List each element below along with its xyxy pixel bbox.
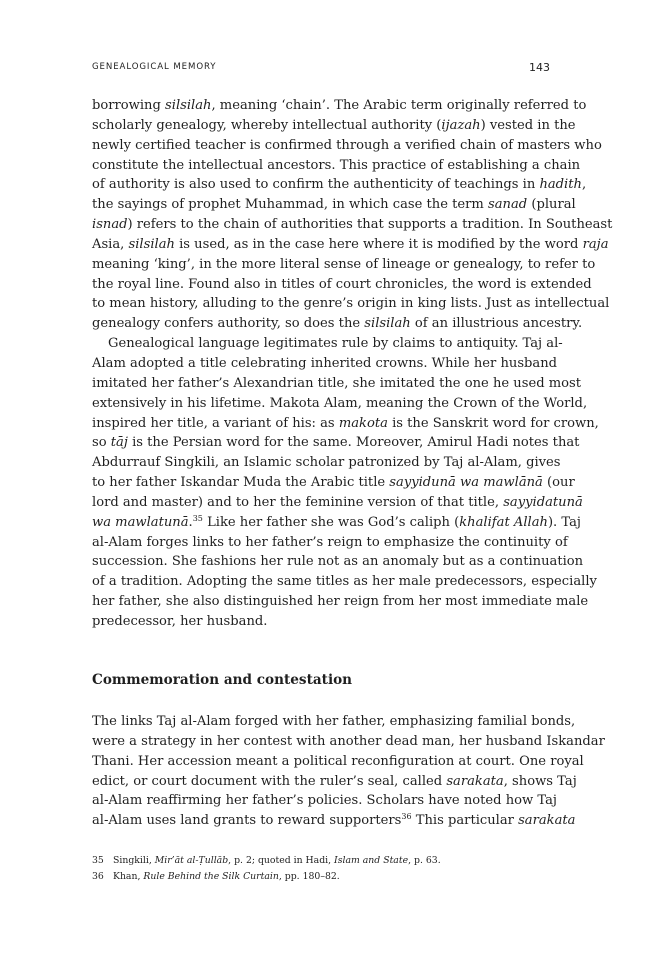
italic-term: sanad [488, 197, 528, 213]
text-line: Genealogical language legitimates rule by claims to antiquity. Taj al- [108, 336, 563, 352]
text-line: of a tradition. Adopting the same titles as her male predecessors, especially [92, 574, 597, 590]
running-head [92, 62, 550, 76]
running-title: GENEALOGICAL MEMORY [92, 62, 217, 72]
text-line: genealogy confers authority, so does the silsilah of an illustrious ancestry. [92, 316, 583, 332]
italic-term: ijazah [441, 117, 481, 133]
text-line: lord and master) and to her the feminine version of that title, sayyidatunā [92, 494, 583, 510]
italic-term: khalifat Allah [459, 514, 548, 530]
page-number: 143 [529, 61, 550, 74]
text-line: Alam adopted a title celebrating inherited crowns. While her husband [92, 355, 558, 371]
text-line: to her father Iskandar Muda the Arabic title sayyidunā wa mawlānā (our [92, 475, 575, 491]
text-line: Abdurrauf Singkili, an Islamic scholar patronized by Taj al-Alam, gives [92, 455, 561, 471]
text-line: al-Alam reaffirming her father’s policies. Scholars have noted how Taj [92, 793, 557, 809]
text-line: wa mawlatunā.$^{35}$ Like her father she was God’s caliph (khalifat Allah). Taj [92, 513, 581, 530]
italic-term: Mir’āt al-Ṭullāb [154, 855, 229, 866]
italic-term: sayyidatunā [503, 494, 583, 510]
footnote: 35 Singkili, Mir’āt al-Ṭullāb, p. 2; quoted in Hadi, Islam and State, p. 63. [92, 853, 550, 869]
footnote-number: 35 [92, 855, 104, 866]
text-line: Asia, silsilah is used, as in the case here where it is modified by the word raja [92, 236, 609, 252]
paragraph [92, 334, 599, 632]
text-line: edict, or court document with the ruler’s seal, called sarakata, shows Taj [92, 773, 577, 789]
text-line: Thani. Her accession meant a political reconfiguration at court. One royal [92, 753, 584, 769]
italic-term: raja [582, 236, 609, 252]
footnote: 36 Khan, Rule Behind the Silk Curtain, pp. 180–82. [92, 869, 550, 885]
text-line: the royal line. Found also in titles of court chronicles, the word is extended [92, 276, 592, 292]
text-line: al-Alam forges links to her father’s reign to emphasize the continuity of [92, 534, 568, 550]
italic-term: silsilah [165, 98, 212, 113]
text-line: borrowing silsilah, meaning ‘chain’. The Arabic term originally referred to [92, 98, 587, 113]
text-line: newly certified teacher is confirmed through a verified chain of masters who [92, 137, 602, 153]
italic-term: silsilah [364, 316, 411, 332]
text-line: of authority is also used to confirm the authenticity of teachings in hadith, [92, 177, 587, 193]
body-text-lower [92, 712, 605, 831]
italic-term: isnad [92, 217, 128, 233]
text-line: succession. She fashions her rule not as an anomaly but as a continuation [92, 554, 584, 570]
text-line: inspired her title, a variant of his: as makota is the Sanskrit word for crown, [92, 415, 599, 431]
text-line: scholarly genealogy, whereby intellectual authority (ijazah) vested in the [92, 117, 576, 133]
text-line: predecessor, her husband. [92, 613, 268, 629]
text-line: The links Taj al-Alam forged with her father, emphasizing familial bonds, [92, 714, 576, 729]
paragraph [92, 712, 605, 831]
text-line: were a strategy in her contest with another dead man, her husband Iskandar [92, 733, 605, 749]
italic-term: silsilah [128, 236, 175, 252]
section-heading: Commemoration and contestation [92, 672, 353, 688]
italic-term: hadith [539, 177, 582, 193]
text-line: imitated her father’s Alexandrian title, she imitated the one he used most [92, 375, 582, 391]
text-line: so tāj is the Persian word for the same. Moreover, Amirul Hadi notes that [92, 435, 580, 451]
italic-term: sayyidunā wa mawlānā [389, 475, 543, 491]
body-text-upper [92, 96, 613, 632]
text-line: to mean history, alluding to the genre’s origin in king lists. Just as intellectual [92, 296, 610, 312]
paragraph [92, 96, 613, 334]
text-line: extensively in his lifetime. Makota Alam, meaning the Crown of the World, [92, 395, 588, 411]
italic-term: sarakata [518, 813, 576, 829]
text-line: the sayings of prophet Muhammad, in which case the term sanad (plural [92, 197, 576, 213]
text-line: isnad) refers to the chain of authorities that supports a tradition. In Southeast [92, 217, 613, 233]
italic-term: Islam and State [334, 855, 409, 866]
text-line: constitute the intellectual ancestors. This practice of establishing a chain [92, 157, 581, 173]
footnote-ref[interactable]: 35 [192, 513, 203, 523]
text-line: meaning ‘king’, in the more literal sense of lineage or genealogy, to refer to [92, 256, 596, 272]
footnote-number: 36 [92, 871, 104, 882]
footnote-ref[interactable]: 36 [401, 812, 412, 822]
italic-term: sarakata [446, 773, 504, 789]
italic-term: Rule Behind the Silk Curtain [143, 871, 279, 882]
footnotes [92, 853, 550, 885]
italic-term: wa mawlatunā [92, 514, 189, 530]
text-line: her father, she also distinguished her reign from her most immediate male [92, 594, 589, 610]
text-line: al-Alam uses land grants to reward supporters$^{36}$ This particular sarakata [92, 812, 576, 829]
italic-term: makota [338, 415, 388, 431]
italic-term: tāj [110, 435, 128, 451]
